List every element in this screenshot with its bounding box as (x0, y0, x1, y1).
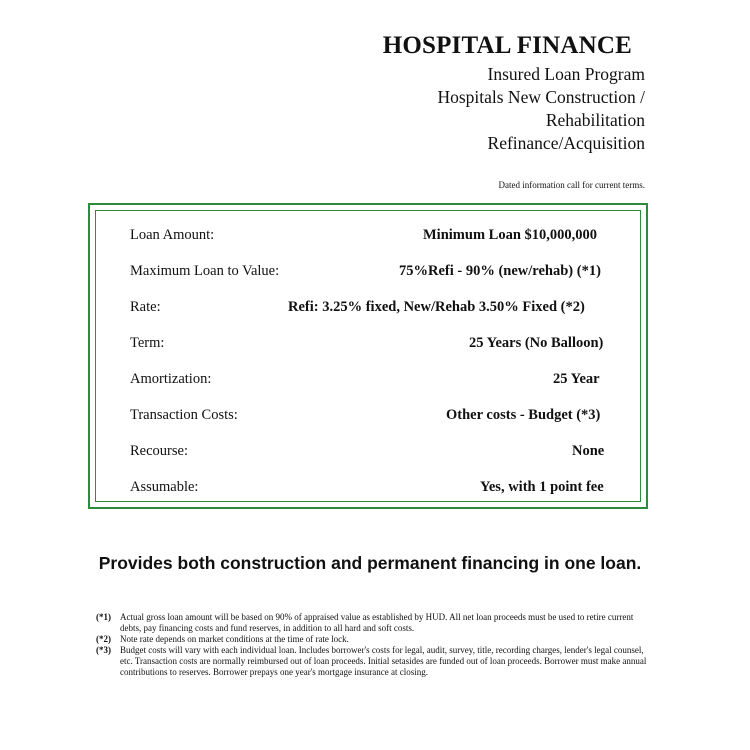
program-subtitle (437, 63, 645, 155)
subtitle-line: Insured Loan Program (487, 64, 645, 84)
financing-tagline: Provides both construction and permanent financing in one loan. (98, 553, 642, 573)
term-value: 75%Refi - 90% (new/rehab) (*1) (399, 263, 601, 279)
footnote-marker: (*1) (96, 612, 111, 622)
term-value: Refi: 3.25% fixed, New/Rehab 3.50% Fixed (*2) (288, 299, 585, 315)
term-label: Loan Amount: (130, 227, 215, 243)
term-label: Transaction Costs: (130, 407, 238, 423)
term-row-term (90, 335, 646, 355)
loan-terms-box (88, 203, 648, 509)
term-row-assumable (90, 479, 646, 499)
term-row-transaction-costs (90, 407, 646, 427)
term-label: Maximum Loan to Value: (130, 263, 280, 279)
subtitle-line: Refinance/Acquisition (487, 133, 645, 153)
footnote-text: Note rate depends on market conditions at the time of rate lock. (120, 634, 349, 644)
term-row-recourse (90, 443, 646, 463)
footnote-2 (96, 634, 648, 645)
term-value: Other costs - Budget (*3) (446, 407, 601, 423)
footnote-1 (96, 612, 648, 634)
subtitle-line: Rehabilitation (545, 110, 645, 130)
subtitle-line: Hospitals New Construction / (437, 87, 645, 107)
term-label: Amortization: (130, 371, 212, 387)
footnote-3 (96, 645, 648, 678)
term-label: Term: (130, 335, 165, 351)
footnotes (96, 612, 648, 678)
term-label: Rate: (130, 299, 161, 315)
term-row-loan-amount (90, 227, 646, 247)
term-row-max-ltv (90, 263, 646, 283)
footnote-marker: (*2) (96, 634, 111, 644)
dated-note: Dated information call for current terms. (498, 180, 645, 190)
footnote-marker: (*3) (96, 645, 111, 655)
footnote-text: Actual gross loan amount will be based on 90% of appraised value as established by HUD. All net loan proceeds must be used to retire current debts, pay financing costs and fund reserves, in addition to all hard and soft costs. (120, 612, 634, 633)
term-value: Yes, with 1 point fee (480, 479, 604, 495)
term-label: Recourse: (130, 443, 188, 459)
term-label: Assumable: (130, 479, 199, 495)
footnote-text: Budget costs will vary with each individual loan. Includes borrower's costs for legal, audit, survey, title, recording charges, lender's legal counsel, etc. Transaction costs are normally reimbursed out of loan proceeds. Initial setasides are funded out of loan proceeds. Borrower must make annual contributions to reserves. Borrower prepays one year's mortgage insurance at closing. (120, 645, 647, 677)
term-row-amortization (90, 371, 646, 391)
term-value: 25 Year (553, 371, 600, 387)
term-row-rate (90, 299, 646, 319)
page-title: HOSPITAL FINANCE (382, 32, 632, 59)
term-value: Minimum Loan $10,000,000 (423, 227, 598, 243)
term-value: 25 Years (No Balloon) (469, 335, 604, 351)
term-value: None (572, 443, 605, 459)
